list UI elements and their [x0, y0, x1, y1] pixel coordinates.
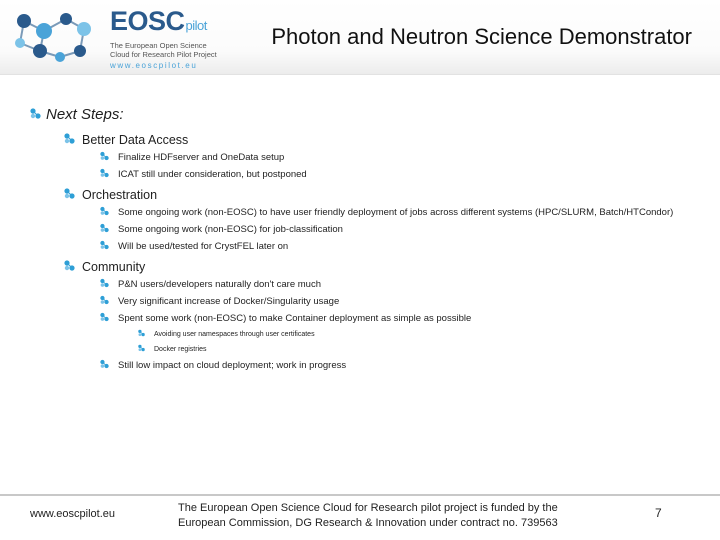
cluster-bullet-icon — [100, 310, 109, 327]
cluster-bullet-icon — [100, 149, 109, 166]
page-number: 7 — [655, 506, 662, 520]
cluster-bullet-icon — [64, 186, 75, 204]
list-item: Spent some work (non-EOSC) to make Container deployment as simple as possible — [100, 310, 710, 327]
list-item: P&N users/developers naturally don't care much — [100, 276, 710, 293]
cluster-bullet-icon — [100, 166, 109, 183]
logo-wordmark: EOSCpilot — [110, 6, 207, 36]
cluster-bullet-icon — [64, 131, 75, 149]
cluster-bullet-icon — [100, 293, 109, 310]
slide-content — [30, 104, 710, 374]
cluster-bullet-icon — [100, 221, 109, 238]
cluster-bullet-icon — [64, 258, 75, 276]
list-item: Still low impact on cloud deployment; work in progress — [100, 357, 710, 374]
list-item: Very significant increase of Docker/Singularity usage — [100, 293, 710, 310]
eosc-pilot-logo — [110, 6, 220, 70]
section-orchestration: Orchestration — [64, 186, 710, 204]
heading-next-steps: Next Steps: — [30, 104, 710, 126]
cluster-bullet-icon — [100, 204, 109, 221]
logo-url: www.eoscpilot.eu — [110, 61, 198, 70]
cluster-bullet-icon — [100, 276, 109, 293]
cluster-bullet-icon — [138, 342, 145, 357]
footer-url: www.eoscpilot.eu — [30, 508, 115, 520]
cluster-bullet-icon — [138, 327, 145, 342]
list-item: Finalize HDFserver and OneData setup — [100, 149, 710, 166]
list-item: ICAT still under consideration, but postponed — [100, 166, 710, 183]
cluster-bullet-icon — [100, 357, 109, 374]
sub-list-item: Avoiding user namespaces through user certificates — [138, 327, 710, 342]
list-item: Some ongoing work (non-EOSC) for job-classification — [100, 221, 710, 238]
section-community: Community — [64, 258, 710, 276]
sub-list-item: Docker registries — [138, 342, 710, 357]
section-better-data-access: Better Data Access — [64, 131, 710, 149]
footer-funding-statement — [178, 501, 558, 531]
cluster-bullet-icon — [100, 238, 109, 255]
cluster-bullet-icon — [30, 104, 41, 126]
footer-divider — [0, 494, 720, 496]
list-item: Some ongoing work (non-EOSC) to have user friendly deployment of jobs across different systems (HPC/SLURM, Batch/HTCondor) — [100, 204, 710, 221]
logo-tagline-line2: Cloud for Research Pilot Project — [110, 50, 217, 59]
slide-header — [0, 0, 720, 75]
logo-wordmark-suffix: pilot — [185, 18, 207, 33]
molecule-network-icon — [10, 9, 104, 70]
logo-tagline-line1: The European Open Science — [110, 41, 207, 50]
list-item: Will be used/tested for CrystFEL later on — [100, 238, 710, 255]
funding-line-2: European Commission, DG Research & Innovation under contract no. 739563 — [178, 517, 558, 529]
slide-title: Photon and Neutron Science Demonstrator — [271, 24, 692, 49]
funding-line-1: The European Open Science Cloud for Research pilot project is funded by the — [178, 502, 558, 514]
